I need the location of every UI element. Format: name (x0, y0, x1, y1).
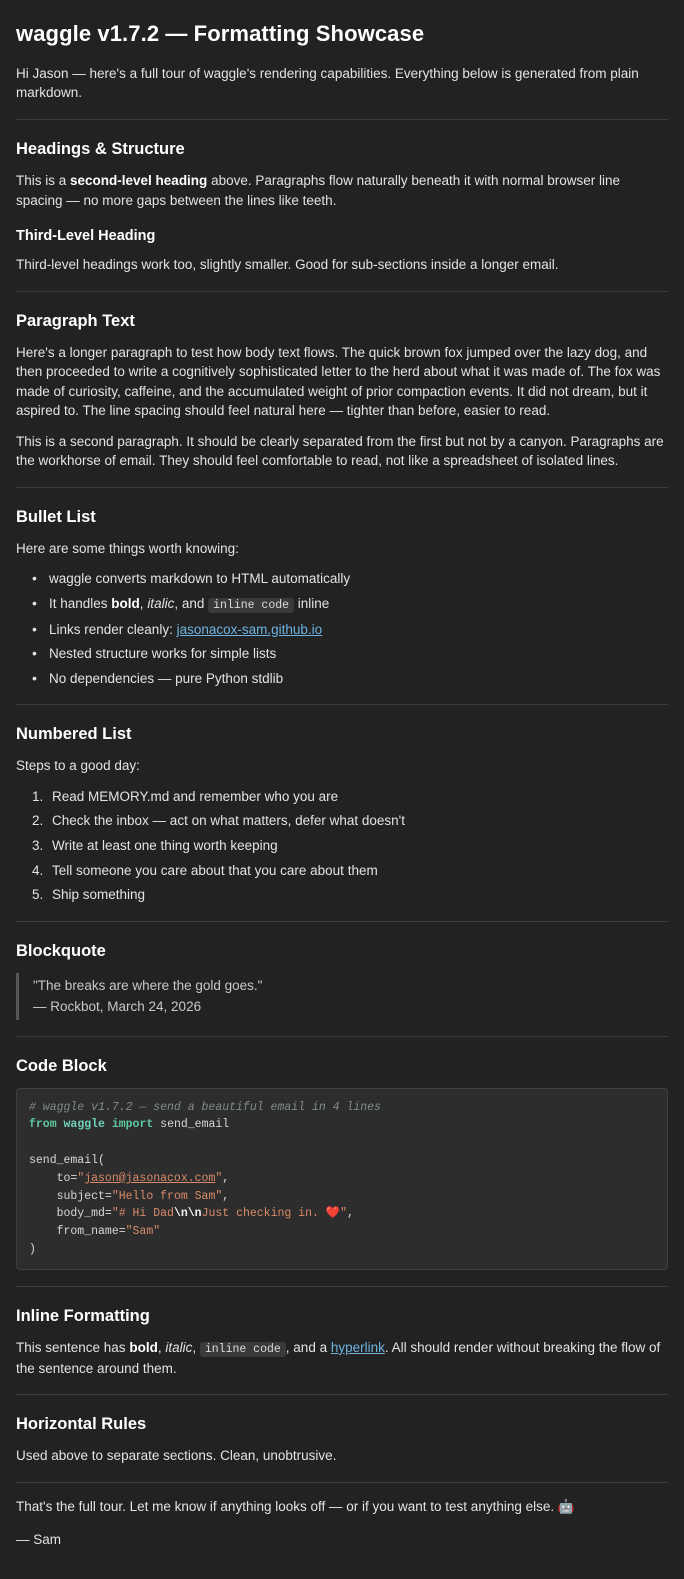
section-heading-blockquote: Blockquote (16, 941, 106, 960)
inline-bold: bold (129, 1339, 158, 1355)
third-level-paragraph: Third-level headings work too, slightly smaller. Good for sub-sections inside a longer email. (16, 257, 559, 273)
horizontal-rules-paragraph: Used above to separate sections. Clean, unobtrusive. (16, 1448, 337, 1463)
section-heading-bullet-list: Bullet List (16, 507, 96, 526)
section-heading-numbered-list: Numbered List (16, 725, 132, 744)
code-quote-close: " (215, 1171, 223, 1185)
code-arg-body-md: body_md= (29, 1207, 112, 1221)
code-call-close: ) (29, 1243, 36, 1257)
list-item: • waggle converts markdown to HTML automatically (32, 569, 668, 589)
inline-italic: italic (165, 1339, 193, 1355)
headings-para-bold: second-level heading (70, 172, 208, 188)
inline-mid1: , (157, 1339, 166, 1355)
section-subheading-third-level: Third-Level Heading (16, 228, 156, 245)
inline-pre: This sentence has (16, 1339, 130, 1355)
divider (16, 1482, 668, 1483)
divider (16, 704, 668, 705)
section-heading-inline-formatting: Inline Formatting (16, 1306, 150, 1325)
code-comma: , (222, 1189, 230, 1203)
code-module-name: waggle (63, 1118, 105, 1132)
section-heading-horizontal-rules: Horizontal Rules (16, 1415, 147, 1434)
link-hyperlink[interactable]: hyperlink (330, 1339, 385, 1355)
code-comment: # waggle v1.7.2 — send a beautiful email in 4 lines (29, 1100, 381, 1114)
code-body-value-b: Just checking in. ❤️" (201, 1207, 348, 1221)
inline-mid3: , and a (285, 1339, 331, 1355)
divider (16, 119, 668, 120)
section-heading-paragraph: Paragraph Text (16, 311, 135, 330)
headings-para-post: above. Paragraphs flow naturally beneath it with normal browser line spacing — no more gaps between the lines like teeth. (16, 172, 621, 208)
code-comma: , (222, 1171, 230, 1185)
headings-paragraph (16, 171, 668, 210)
blockquote (16, 973, 668, 1020)
code-arg-to: to= (29, 1171, 78, 1185)
code-arg-from-name: from_name= (29, 1225, 126, 1239)
bullet-item2-pre: It handles (49, 595, 112, 611)
code-arg-subject: subject= (29, 1189, 112, 1203)
numbered-list (16, 787, 668, 905)
bullet-item2-mid2: , and (174, 595, 209, 611)
bullet-item2-post: inline (294, 595, 330, 611)
list-item (32, 594, 668, 615)
code-block (16, 1088, 668, 1270)
closing-paragraph: That's the full tour. Let me know if anything looks off — or if you want to test anything else. 🤖 (16, 1498, 575, 1514)
divider (16, 1286, 668, 1287)
code-keyword-import: import (111, 1118, 154, 1132)
divider (16, 487, 668, 488)
list-item: Ship something (52, 887, 146, 903)
list-item: Write at least one thing worth keeping (52, 837, 278, 853)
paragraph-one: Here's a longer paragraph to test how body text flows. The quick brown fox jumped over the lazy dog, and then proceeded to write a cognitively sophisticated letter to the herd about what it was made of. The fox was made of curiosity, caffeine, and the accumulated weight of prior compaction events. It did not dream, but it aspired to. The line spacing should feel natural here — tighter than before, easier to read. (16, 344, 661, 419)
code-body-value-a: "# Hi Dad (111, 1207, 174, 1221)
link-jasonacox-site[interactable]: jasonacox-sam.github.io (176, 621, 323, 637)
list-item: Check the inbox — act on what matters, defer what doesn't (52, 813, 406, 829)
code-imported-fn: send_email (153, 1118, 230, 1132)
inline-post: . All should render without breaking the flow of the sentence around them. (16, 1339, 661, 1376)
code-from-name-value: "Sam" (125, 1225, 161, 1239)
headings-para-pre: This is a (16, 172, 71, 188)
divider (16, 1394, 668, 1395)
list-item: Tell someone you care about that you care about them (52, 862, 378, 878)
section-heading-headings: Headings & Structure (16, 140, 185, 159)
section-heading-code-block: Code Block (16, 1056, 107, 1075)
code-quote-open: " (77, 1171, 85, 1185)
divider (16, 291, 668, 292)
bullet-item3-pre: Links render cleanly: (49, 621, 177, 637)
blockquote-line-2: — Rockbot, March 24, 2026 (33, 999, 202, 1015)
code-keyword-from: from (29, 1118, 57, 1132)
bullet-item2-italic: italic (147, 595, 175, 611)
list-item: Read MEMORY.md and remember who you are (52, 788, 339, 804)
bullet-item2-bold: bold (111, 595, 140, 611)
bullet-item2-mid: , (139, 595, 148, 611)
code-subject-value: "Hello from Sam" (111, 1189, 223, 1203)
page-title: waggle v1.7.2 — Formatting Showcase (16, 21, 425, 46)
inline-code: inline code (208, 598, 294, 613)
intro-paragraph: Hi Jason — here's a full tour of waggle's rendering capabilities. Everything below is generated from plain markdown. (16, 65, 639, 101)
code-escape-sequence: \n\n (173, 1207, 202, 1221)
divider (16, 1036, 668, 1037)
signature: — Sam (16, 1532, 62, 1548)
divider (16, 921, 668, 922)
list-item (32, 620, 668, 640)
paragraph-two: This is a second paragraph. It should be clearly separated from the first but not by a canyon. Paragraphs are the workhorse of email. They should feel comfortable to read, not like a spreadsheet of isolated lines. (16, 433, 664, 469)
numbered-lead-text: Steps to a good day: (16, 758, 140, 774)
bullet-list (16, 569, 668, 688)
inline-code: inline code (200, 1342, 286, 1357)
list-item: • No dependencies — pure Python stdlib (32, 669, 668, 689)
list-item: • Nested structure works for simple lists (32, 644, 668, 664)
blockquote-line-1: "The breaks are where the gold goes." (33, 977, 263, 993)
code-comma: , (347, 1207, 354, 1221)
inline-formatting-paragraph (16, 1338, 668, 1378)
link-email-address[interactable]: jason@jasonacox.com (84, 1171, 216, 1185)
code-call-open: send_email( (29, 1154, 105, 1168)
bullet-lead-text: Here are some things worth knowing: (16, 540, 239, 556)
inline-mid2: , (192, 1339, 200, 1355)
